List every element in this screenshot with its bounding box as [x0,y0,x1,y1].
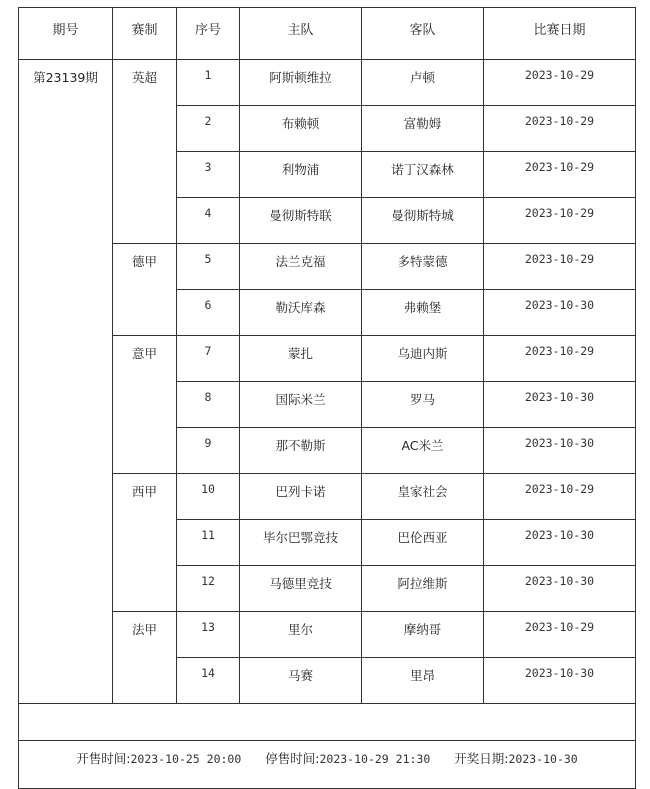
match-date-cell: 2023-10-29 [484,106,636,152]
seq-cell: 4 [177,198,240,244]
seq-cell: 14 [177,658,240,704]
home-team-cell: 国际米兰 [240,382,362,428]
match-date-cell: 2023-10-29 [484,152,636,198]
match-date-cell: 2023-10-29 [484,244,636,290]
away-team-cell: 摩纳哥 [362,612,484,658]
home-team-cell: 里尔 [240,612,362,658]
header-seq: 序号 [177,8,240,60]
match-date-cell: 2023-10-29 [484,474,636,520]
away-team-cell: 多特蒙德 [362,244,484,290]
match-date-cell: 2023-10-30 [484,520,636,566]
seq-cell: 13 [177,612,240,658]
home-team-cell: 法兰克福 [240,244,362,290]
away-team-cell: AC米兰 [362,428,484,474]
away-team-cell: 卢顿 [362,60,484,106]
header-row [19,8,636,60]
match-date-cell: 2023-10-30 [484,382,636,428]
seq-cell: 12 [177,566,240,612]
match-date-cell: 2023-10-29 [484,198,636,244]
sale-start-value: 2023-10-25 20:00 [130,752,242,766]
sale-stop-label: 停售时间: [265,751,320,766]
header-date: 比赛日期 [484,8,636,60]
draw-date-value: 2023-10-30 [508,752,578,766]
league-cell: 英超 [113,60,177,244]
header-home: 主队 [240,8,362,60]
match-date-cell: 2023-10-30 [484,290,636,336]
header-league: 赛制 [113,8,177,60]
home-team-cell: 布赖顿 [240,106,362,152]
seq-cell: 9 [177,428,240,474]
draw-date-label: 开奖日期: [454,751,509,766]
league-cell: 法甲 [113,612,177,704]
header-issue: 期号 [19,8,113,60]
spacer-cell [19,704,636,741]
away-team-cell: 诺丁汉森林 [362,152,484,198]
home-team-cell: 阿斯顿维拉 [240,60,362,106]
match-date-cell: 2023-10-29 [484,60,636,106]
home-team-cell: 巴列卡诺 [240,474,362,520]
away-team-cell: 阿拉维斯 [362,566,484,612]
home-team-cell: 曼彻斯特联 [240,198,362,244]
match-date-cell: 2023-10-30 [484,658,636,704]
home-team-cell: 蒙扎 [240,336,362,382]
match-date-cell: 2023-10-29 [484,612,636,658]
seq-cell: 7 [177,336,240,382]
seq-cell: 2 [177,106,240,152]
away-team-cell: 弗赖堡 [362,290,484,336]
league-cell: 意甲 [113,336,177,474]
match-date-cell: 2023-10-29 [484,336,636,382]
schedule-table [18,7,636,789]
match-date-cell: 2023-10-30 [484,566,636,612]
match-row [19,60,636,106]
home-team-cell: 毕尔巴鄂竞技 [240,520,362,566]
seq-cell: 8 [177,382,240,428]
away-team-cell: 罗马 [362,382,484,428]
match-date-cell: 2023-10-30 [484,428,636,474]
home-team-cell: 马德里竞技 [240,566,362,612]
home-team-cell: 马赛 [240,658,362,704]
home-team-cell: 勒沃库森 [240,290,362,336]
seq-cell: 11 [177,520,240,566]
away-team-cell: 乌迪内斯 [362,336,484,382]
seq-cell: 1 [177,60,240,106]
away-team-cell: 里昂 [362,658,484,704]
spacer-row [19,704,636,741]
away-team-cell: 皇家社会 [362,474,484,520]
seq-cell: 6 [177,290,240,336]
seq-cell: 10 [177,474,240,520]
league-cell: 西甲 [113,474,177,612]
home-team-cell: 利物浦 [240,152,362,198]
header-away: 客队 [362,8,484,60]
home-team-cell: 那不勒斯 [240,428,362,474]
sale-stop-value: 2023-10-29 21:30 [319,752,431,766]
issue-cell: 第23139期 [19,60,113,704]
seq-cell: 5 [177,244,240,290]
away-team-cell: 富勒姆 [362,106,484,152]
sale-info [19,741,636,789]
sale-start-label: 开售时间: [76,751,131,766]
league-cell: 德甲 [113,244,177,336]
away-team-cell: 曼彻斯特城 [362,198,484,244]
footer-row [19,741,636,789]
away-team-cell: 巴伦西亚 [362,520,484,566]
seq-cell: 3 [177,152,240,198]
